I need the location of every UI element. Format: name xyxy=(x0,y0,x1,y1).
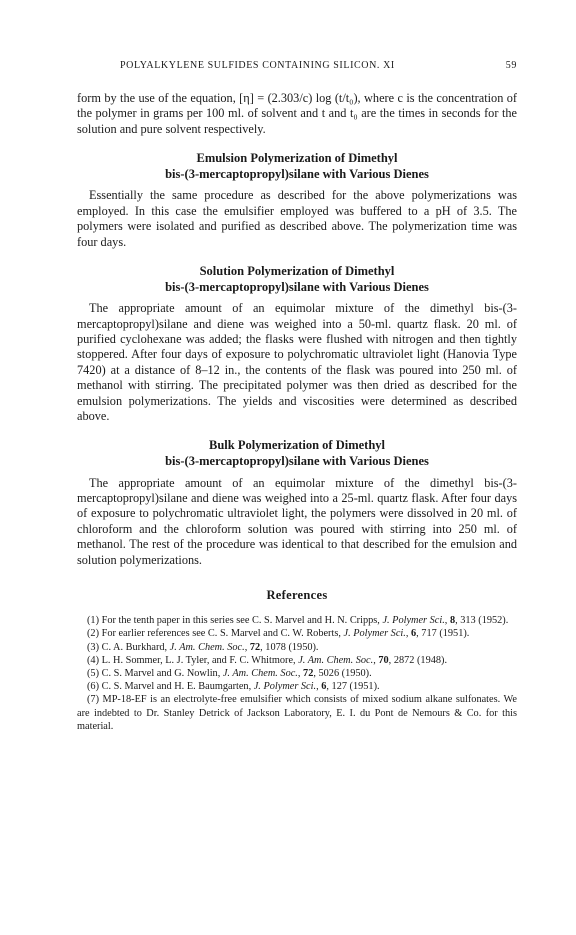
reference-item xyxy=(77,680,517,693)
reference-text: C. S. Marvel and G. Nowlin, xyxy=(101,667,223,679)
reference-item xyxy=(77,654,517,667)
reference-text: C. S. Marvel and H. E. Baumgarten, xyxy=(101,681,254,693)
reference-text: For the tenth paper in this series see C. S. Marvel and H. N. Cripps, xyxy=(101,615,383,627)
reference-text: , 717 (1951). xyxy=(416,628,470,640)
reference-journal: J. Polymer Sci. xyxy=(343,628,406,640)
reference-journal: J. Polymer Sci. xyxy=(382,615,445,627)
reference-number: (5) xyxy=(87,667,100,679)
reference-number: (7) xyxy=(87,694,100,706)
reference-volume: 6 xyxy=(411,628,417,640)
section-heading-line: Solution Polymerization of Dimethyl xyxy=(199,264,395,279)
reference-text: , 5026 (1950). xyxy=(313,667,372,679)
reference-number: (1) xyxy=(87,615,100,627)
document-page xyxy=(77,60,517,733)
reference-separator: , xyxy=(373,654,379,666)
reference-text: , 313 (1952). xyxy=(455,615,509,627)
reference-separator: , xyxy=(405,628,411,640)
section-heading-line: bis-(3-mercaptopropyl)silane with Various Dienes xyxy=(165,454,429,469)
reference-list xyxy=(77,614,517,733)
reference-number: (4) xyxy=(87,654,100,666)
reference-volume: 72 xyxy=(303,667,314,679)
section-paragraph-bulk: The appropriate amount of an equimolar mixture of the dimethyl bis-(3-mercaptopropyl)silane and diene was weighed into a 25-ml. quartz flask. After four days of exposure to polychromatic ultraviolet light, the polymers were dissolved in 20 ml. of chloroform and the chloroform solution was poured with stirring into 250 ml. of methanol. The rest of the procedure was identical to that described for the emulsion and solution polymerizations. xyxy=(77,475,517,567)
section-paragraph-emulsion: Essentially the same procedure as described for the above polymerizations was employed. In this case the emulsifier employed was buffered to a pH of 3.5. The polymers were isolated and purified as described above. The polymerization time was four days. xyxy=(77,188,517,249)
reference-item xyxy=(77,614,517,627)
references-heading: References xyxy=(266,588,328,603)
reference-item xyxy=(77,641,517,654)
reference-volume: 72 xyxy=(249,641,261,653)
reference-volume: 6 xyxy=(321,681,327,693)
reference-separator: , xyxy=(297,667,304,679)
reference-text: , 2872 (1948). xyxy=(388,654,448,666)
section-paragraph-solution: The appropriate amount of an equimolar mixture of the dimethyl bis-(3-mercaptopropyl)silane and diene was weighed into a 50-ml. quartz flask. 20 ml. of purified cyclohexane was added; the flasks were flushed with nitrogen and then tightly stoppered. After four days of exposure to polychromatic ultraviolet light (Hanovia Type 7420) at a distance of 8–12 in., the contents of the flask was poured into 250 ml. of methanol with stirring. The precipitated polymer was then dried as described for the emulsion polymerizations. The yields and viscosities were determined as described above. xyxy=(77,301,517,424)
reference-volume: 8 xyxy=(449,615,456,627)
section-heading-bulk xyxy=(77,438,517,469)
reference-journal: J. Am. Chem. Soc. xyxy=(222,667,298,679)
running-header xyxy=(77,60,517,74)
running-title: POLYALKYLENE SULFIDES CONTAINING SILICON. XI xyxy=(120,60,395,71)
reference-text: , 127 (1951). xyxy=(326,681,380,693)
section-heading-line: Bulk Polymerization of Dimethyl xyxy=(208,438,386,453)
reference-volume: 70 xyxy=(378,654,389,666)
section-heading-line: Emulsion Polymerization of Dimethyl xyxy=(196,151,398,166)
reference-text: For earlier references see C. S. Marvel and C. W. Roberts, xyxy=(101,628,344,640)
intro-paragraph: form by the use of the equation, [η] = (2.303/c) log (t/t₀), where c is the concentration of the polymer in grams per 100 ml. of solvent and t and t₀ are the times in seconds for the solution and pure solvent respectively. xyxy=(77,91,517,136)
reference-text: , 1078 (1950). xyxy=(260,641,319,653)
page-number: 59 xyxy=(505,60,517,71)
reference-number: (2) xyxy=(87,628,100,640)
reference-item xyxy=(77,667,517,680)
section-heading-emulsion xyxy=(77,151,517,182)
reference-text: C. A. Burkhard, xyxy=(101,641,170,653)
reference-item xyxy=(77,693,517,733)
reference-journal: J. Am. Chem. Soc. xyxy=(298,654,374,666)
reference-journal: J. Polymer Sci. xyxy=(253,681,317,693)
reference-number: (3) xyxy=(87,641,100,653)
section-heading-solution xyxy=(77,264,517,295)
reference-separator: , xyxy=(316,681,322,693)
reference-separator: , xyxy=(244,641,250,653)
reference-separator: , xyxy=(444,615,450,627)
reference-text: L. H. Sommer, L. J. Tyler, and F. C. Whitmore, xyxy=(101,654,299,666)
section-heading-line: bis-(3-mercaptopropyl)silane with Various Dienes xyxy=(165,166,429,181)
reference-item xyxy=(77,627,517,640)
reference-journal: J. Am. Chem. Soc. xyxy=(169,641,245,653)
reference-number: (6) xyxy=(87,681,100,693)
section-heading-line: bis-(3-mercaptopropyl)silane with Various Dienes xyxy=(165,279,429,294)
reference-text: MP-18-EF is an electrolyte-free emulsifier which consists of mixed sodium alkane sulfonates. We are indebted to Dr. Stanley Detrick of Jackson Laboratory, E. I. du Pont de Nemours & Co. for this material. xyxy=(77,694,517,732)
